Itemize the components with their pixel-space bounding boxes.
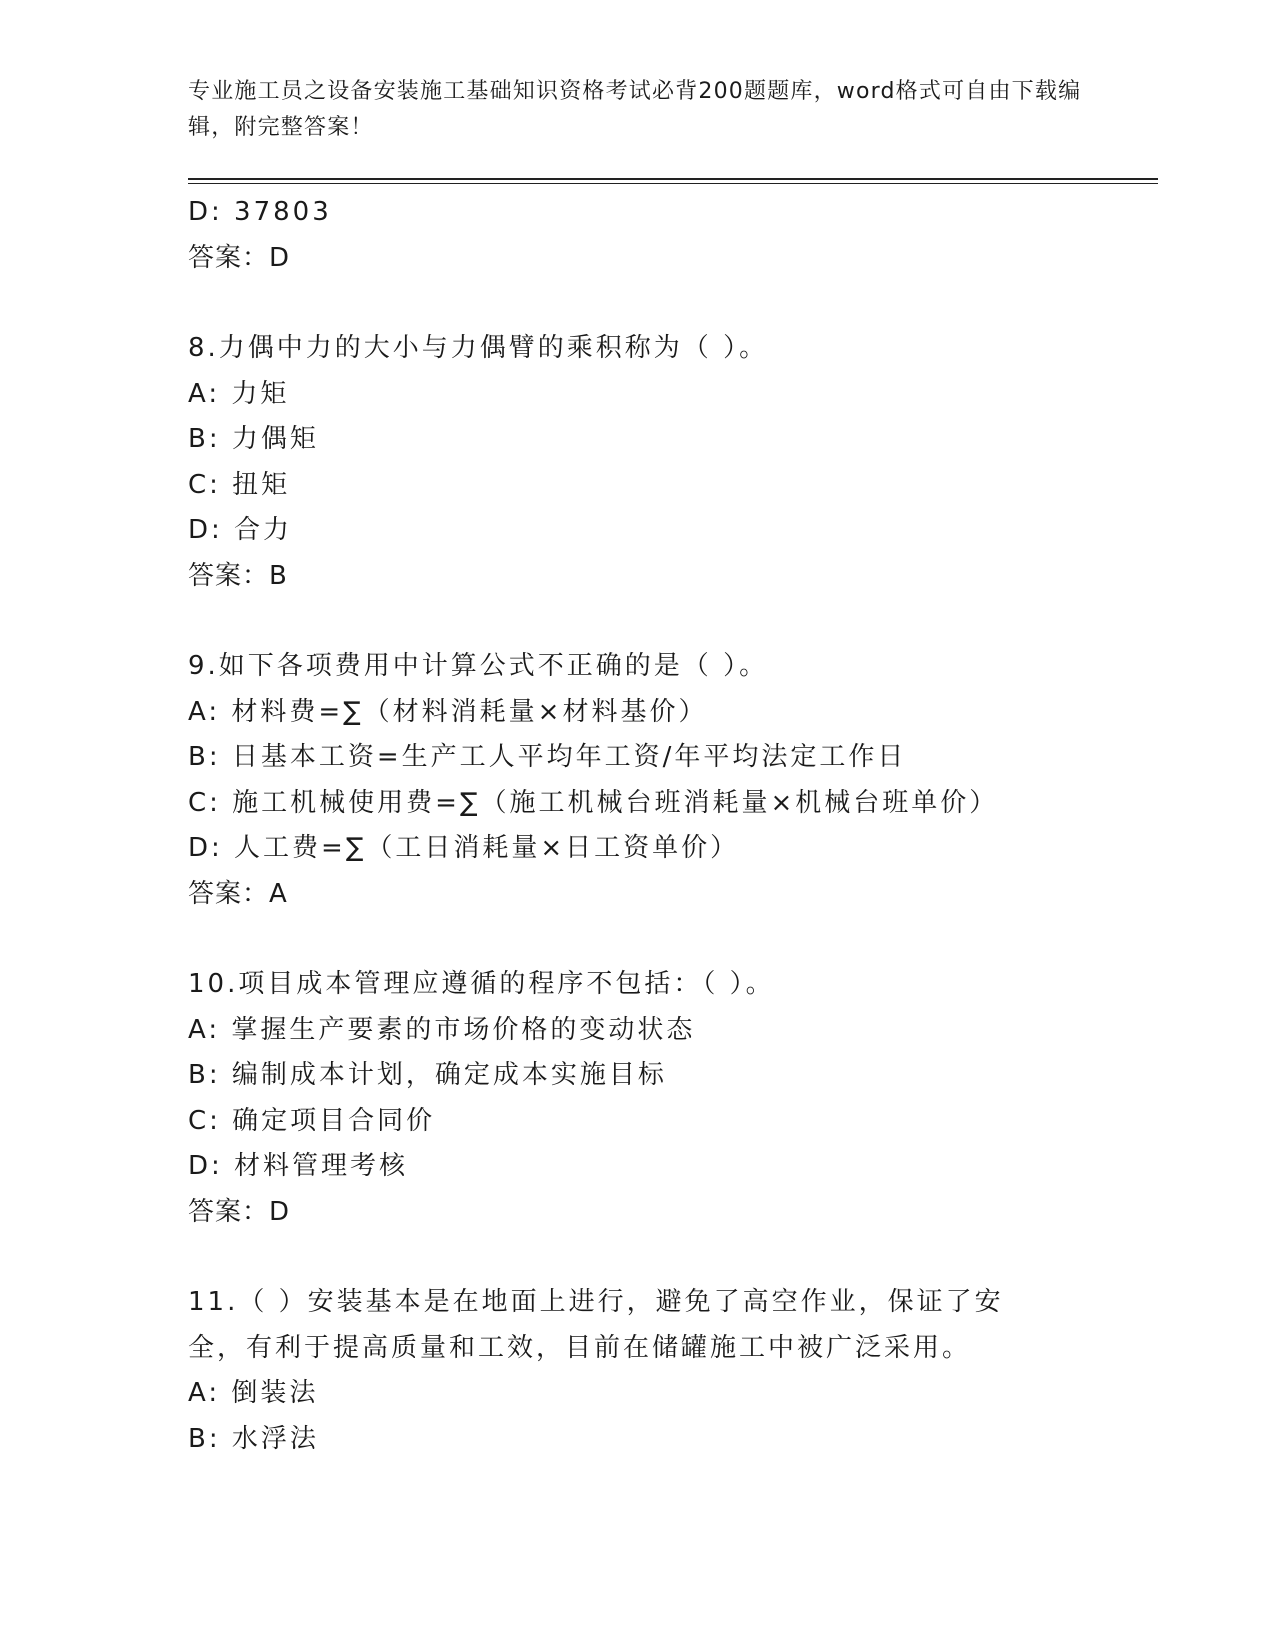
option-d: D: 合力 xyxy=(188,515,293,545)
document-header: 专业施工员之设备安装施工基础知识资格考试必背200题题库，word格式可自由下载编辑，附完整答案！ xyxy=(188,79,1082,140)
question-stem: 11.（ ）安装基本是在地面上进行，避免了高空作业，保证了安全，有利于提高质量和工效，目前在储罐施工中被广泛采用。 xyxy=(188,1287,1004,1363)
option-b: B: 水浮法 xyxy=(188,1423,319,1454)
option-a: A: 力矩 xyxy=(188,378,290,409)
option-d: D: 人工费=∑（工日消耗量×日工资单价） xyxy=(188,833,740,863)
option-d: D: 37803 xyxy=(188,197,332,227)
option-a: A: 材料费=∑（材料消耗量×材料基价） xyxy=(188,696,708,727)
answer: 答案：B xyxy=(188,560,288,591)
option-c: C: 确定项目合同价 xyxy=(188,1105,436,1136)
option-a: A: 倒装法 xyxy=(188,1378,319,1408)
question-stem: 9.如下各项费用中计算公式不正确的是（ ）。 xyxy=(188,651,769,681)
answer: 答案：D xyxy=(188,242,291,273)
option-d: D: 材料管理考核 xyxy=(188,1151,409,1181)
header-rule-thin xyxy=(188,183,1158,184)
question-stem: 8.力偶中力的大小与力偶臂的乘积称为（ ）。 xyxy=(188,333,769,363)
question-content xyxy=(188,190,1188,1462)
option-b: B: 力偶矩 xyxy=(188,424,319,454)
question-stem: 10.项目成本管理应遵循的程序不包括：（ ）。 xyxy=(188,969,775,999)
question-11 xyxy=(188,1280,1188,1462)
header-rule xyxy=(188,178,1158,180)
answer: 答案：D xyxy=(188,1196,291,1227)
question-10 xyxy=(188,962,1188,1235)
option-b: B: 日基本工资=生产工人平均年工资/年平均法定工作日 xyxy=(188,742,907,772)
question-9 xyxy=(188,644,1188,917)
question-8 xyxy=(188,326,1188,599)
option-b: B: 编制成本计划，确定成本实施目标 xyxy=(188,1060,667,1090)
option-c: C: 施工机械使用费=∑（施工机械台班消耗量×机械台班单价） xyxy=(188,787,999,818)
answer: 答案：A xyxy=(188,878,288,909)
option-c: C: 扭矩 xyxy=(188,469,291,500)
option-a: A: 掌握生产要素的市场价格的变动状态 xyxy=(188,1014,696,1045)
